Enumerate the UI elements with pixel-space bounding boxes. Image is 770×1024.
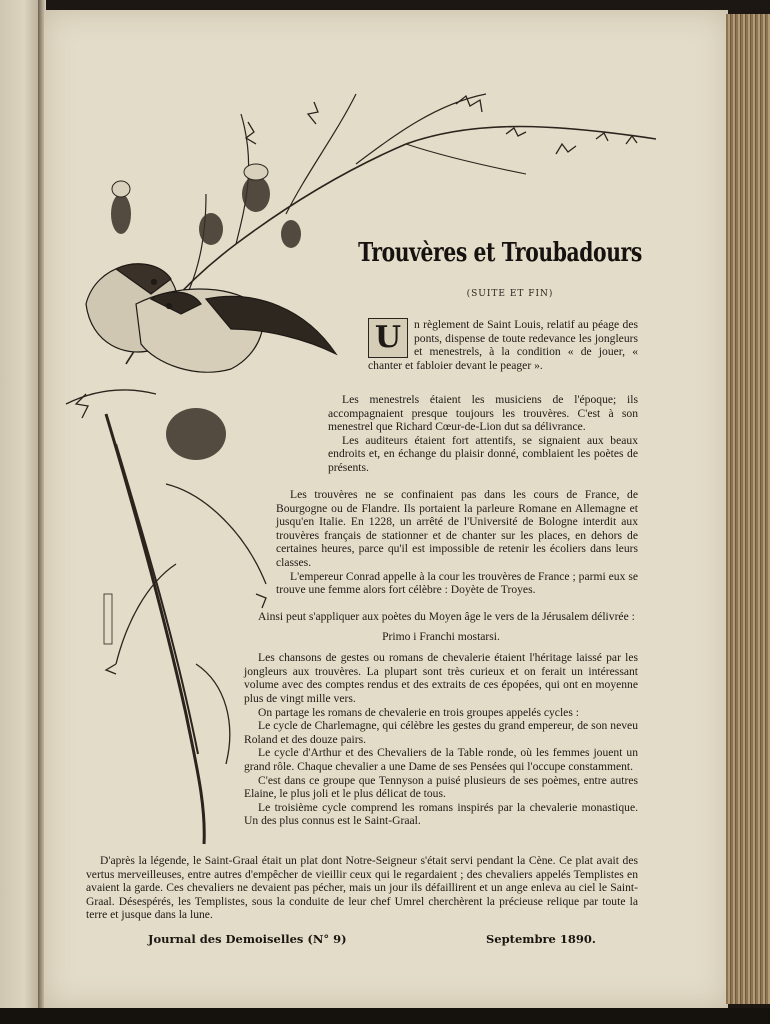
paragraph-2: Les menestrels étaient les musiciens de l'époque; ils accompagnaient presque toujours les trouvères. C'est à son menestrel que Richard Cœur-de-Lion dut sa délivrance. <box>328 393 638 434</box>
article-column-wide1 <box>276 488 638 597</box>
paragraph-5: L'empereur Conrad appelle à la cour les trouvères de France ; parmi eux se trouve une femme alors fort célèbre : Doyète de Troyes. <box>276 569 638 597</box>
paragraph-9: Le cycle de Charlemagne, qui célèbre les gestes du grand empereur, de son neveu Roland et des douze pairs. <box>244 719 638 746</box>
bottom-shadow <box>0 1008 770 1024</box>
footer-journal: Journal des Demoiselles (N° 9) <box>148 932 347 946</box>
article-column-full <box>86 854 638 922</box>
paragraph-11: C'est dans ce groupe que Tennyson a puisé plusieurs de ses poèmes, entre autres Elaine, le plus joli et le plus délicat de tous. <box>244 773 638 801</box>
article-column-wide2 <box>244 610 638 828</box>
article-column-top <box>368 318 638 372</box>
article-title: Trouvères et Troubadours <box>358 238 642 268</box>
paragraph-13: D'après la légende, le Saint-Graal était un plat dont Notre-Seigneur s'était servi pendant la Cène. Ce plat avait des vertus merveilleuses, entre autres d'empêcher de vieillir ceux qui le regardaient ; des chevaliers appelés Templistes en avaient la garde. Ces chevaliers ne devaient pas pécher, mais un jour ils défaillirent et un ange enleva au ciel le Saint-Graal. Désespérés, les Templistes, sous la conduite de leur chef Umrel cherchèrent la précieuse relique par toute la terre et jusque dans la lune. <box>86 854 638 922</box>
dropcap: U <box>368 318 408 358</box>
paragraph-12: Le troisième cycle comprend les romans inspirés par la chevalerie monastique. Un des plus connus est le Saint-Graal. <box>244 800 638 828</box>
quote-line: Primo i Franchi mostarsi. <box>382 629 500 643</box>
paragraph-10: Le cycle d'Arthur et des Chevaliers de la Table ronde, où les femmes jouent un grand rôle. Chaque chevalier a une Dame de ses Pensées qui l'occupe constamment. <box>244 746 638 773</box>
paragraph-7: Les chansons de gestes ou romans de chevalerie étaient l'héritage laissé par les jongleurs aux trouvères. La plupart sont très curieux et on ferait un intéressant volume avec des comptes rendus et des extraits de ces épopées, qui ont en moyenne plus de vingt mille vers. <box>244 651 638 705</box>
paragraph-3: Les auditeurs étaient fort attentifs, se signaient aux beaux endroits et, en échange du plaisir donné, comblaient les poètes de présents. <box>328 433 638 474</box>
paragraph-1 <box>368 318 638 372</box>
left-page <box>0 0 40 1024</box>
paragraph-8: On partage les romans de chevalerie en trois groupes appelés cycles : <box>258 705 579 719</box>
article-subtitle: (SUITE ET FIN) <box>466 289 554 299</box>
paragraph-6: Ainsi peut s'appliquer aux poètes du Moyen âge le vers de la Jérusalem délivrée : <box>258 610 635 623</box>
article-column-mid <box>328 393 638 475</box>
page-edges <box>726 14 770 1004</box>
paragraph-4: Les trouvères ne se confinaient pas dans les cours de France, de Bourgogne ou de Flandre. Ils portaient la parleure Romane en Allemagne et jusqu'en Italie. En 1228, un arrêté de l'Université de Bologne interdit aux trouvères français de stationner et de chanter sur les places, en dehors de certaines heures, parce qu'il est impossible de retenir les écoliers dans leurs classes. <box>276 488 638 569</box>
footer-date: Septembre 1890. <box>486 932 596 946</box>
paragraph-1-text: n règlement de Saint Louis, relatif au péage des ponts, dispense de toute redevance les jongleurs et menestrels, à la condition « de jouer, « chanter et fabloier devant le peager ». <box>368 318 638 372</box>
